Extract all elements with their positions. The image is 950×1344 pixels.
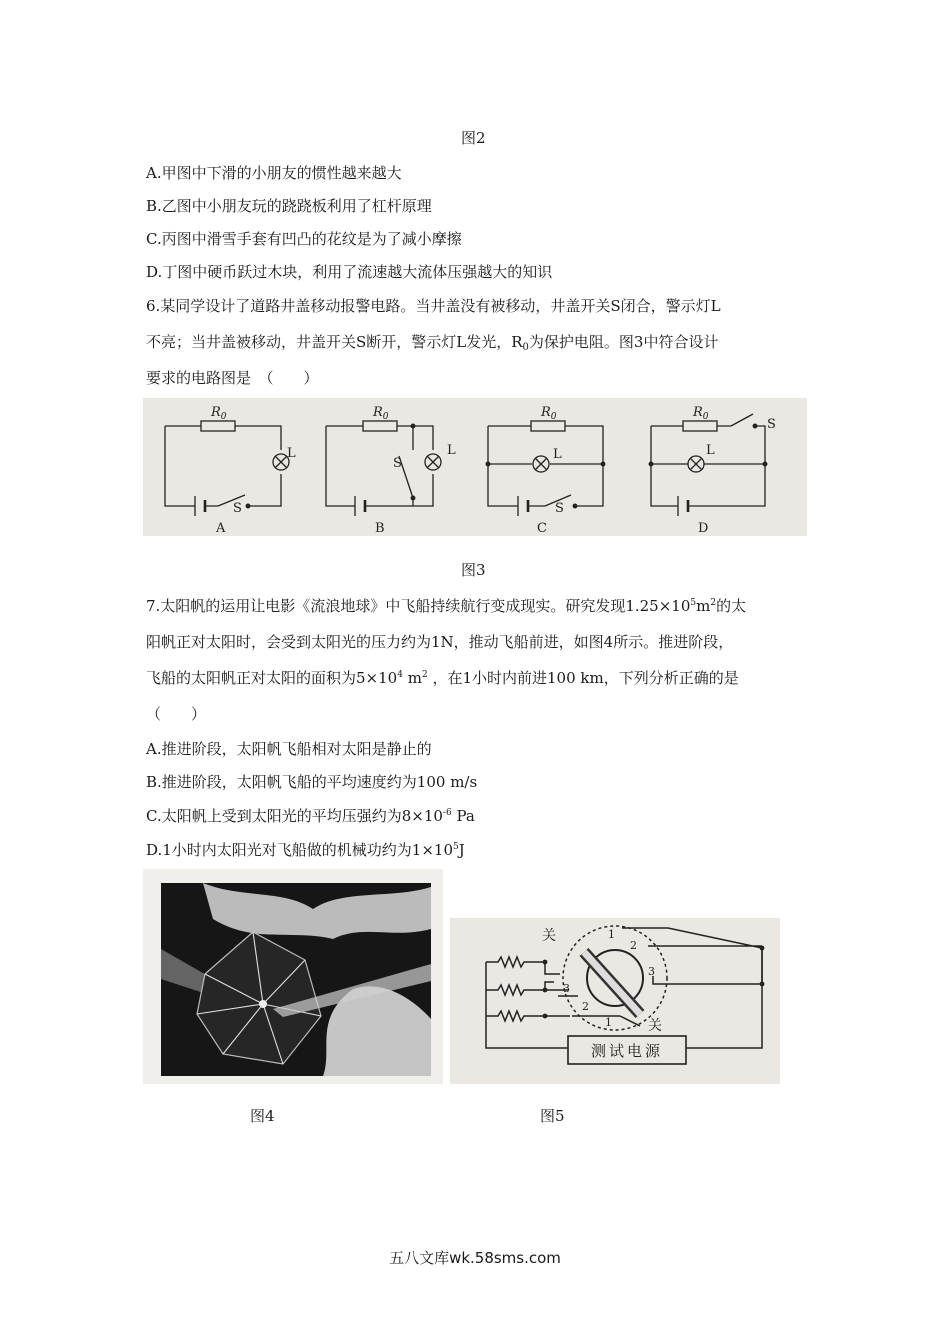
figure-5-caption: 图5	[540, 1107, 565, 1125]
figure-3-caption: 图3	[461, 561, 486, 579]
fig3-label-c: C	[537, 521, 547, 536]
q5-option-c: C.丙图中滑雪手套有凹凸的花纹是为了减小摩擦	[146, 230, 462, 248]
figure-2-caption: 图2	[461, 129, 486, 147]
fig3-d-lamp-label: L	[706, 443, 715, 458]
q5-option-b: B.乙图中小朋友玩的跷跷板利用了杠杆原理	[146, 197, 432, 215]
q7-option-c: C.太阳帆上受到太阳光的平均压强约为$8\times 10^{-6}$ Pa	[146, 807, 475, 825]
fig5-num-3-right: 3	[648, 965, 655, 978]
figure-5-switch-circuit	[450, 918, 780, 1084]
figure-4-solar-sail-photo	[143, 869, 443, 1084]
fig5-num-2-right: 2	[630, 939, 637, 952]
q6-text-line3: 要求的电路图是 （ ）	[146, 369, 319, 387]
fig5-guan-bottom: 关	[648, 1018, 662, 1034]
figure-4-caption: 图4	[250, 1107, 275, 1125]
fig3-label-b: B	[375, 521, 385, 536]
q7-option-d: D.1小时内太阳光对飞船做的机械功约为$1\times 10^5J$	[146, 841, 465, 859]
q6-text-line1: 6.某同学设计了道路井盖移动报警电路。当井盖没有被移动，井盖开关S闭合，警示灯L	[146, 297, 721, 315]
q7-text-line4: （ ）	[146, 705, 207, 723]
fig3-c-switch-label: S	[555, 501, 564, 516]
fig5-test-power-label: 测试电源	[590, 1042, 664, 1060]
fig3-d-r0-label: $R_0$	[693, 405, 709, 422]
fig3-c-r0-label: $R_0$	[541, 405, 557, 422]
q5-option-d: D.丁图中硬币跃过木块，利用了流速越大流体压强越大的知识	[146, 263, 553, 281]
q6-text-line2: 不亮；当井盖被移动，井盖开关S断开，警示灯L发光，$R_0$为保护电阻。图3中符合设计	[146, 333, 719, 353]
q7-text-line3: 飞船的太阳帆正对太阳的面积为$5\times 10^4$ $m^2$ ，在1小时内前进100 km，下列分析正确的是	[146, 669, 739, 687]
q7-text-line1: 7.太阳帆的运用让电影《流浪地球》中飞船持续航行变成现实。研究发现$1.25\times 10^5m^2$的太	[146, 597, 747, 615]
fig5-num-2-left: 2	[582, 1000, 589, 1013]
footer-watermark: 五八文库wk.58sms.com	[389, 1249, 561, 1267]
fig3-label-d: D	[698, 521, 709, 536]
fig3-a-r0-label: $R_0$	[211, 405, 227, 422]
q7-option-b: B.推进阶段，太阳帆飞船的平均速度约为100 m/s	[146, 773, 478, 791]
figure-3-circuits	[143, 398, 807, 536]
fig3-b-switch-label: S	[393, 456, 402, 471]
fig3-label-a: A	[216, 521, 226, 536]
fig5-num-1-top: 1	[608, 928, 615, 941]
fig5-num-1-bottom: 1	[605, 1016, 612, 1029]
fig3-b-lamp-label: L	[447, 443, 456, 458]
fig5-guan-top: 关	[542, 928, 556, 944]
fig3-a-lamp-label: L	[287, 446, 296, 461]
fig3-c-lamp-label: L	[553, 447, 562, 462]
fig3-d-switch-label: S	[767, 417, 776, 432]
fig3-a-switch-label: S	[233, 501, 242, 516]
q7-option-a: A.推进阶段，太阳帆飞船相对太阳是静止的	[146, 740, 432, 758]
q7-text-line2: 阳帆正对太阳时，会受到太阳光的压力约为1N，推动飞船前进，如图4所示。推进阶段，	[146, 633, 734, 651]
fig5-num-3-left: 3	[563, 982, 570, 995]
q5-option-a: A.甲图中下滑的小朋友的惯性越来越大	[146, 164, 402, 182]
fig3-b-r0-label: $R_0$	[373, 405, 389, 422]
